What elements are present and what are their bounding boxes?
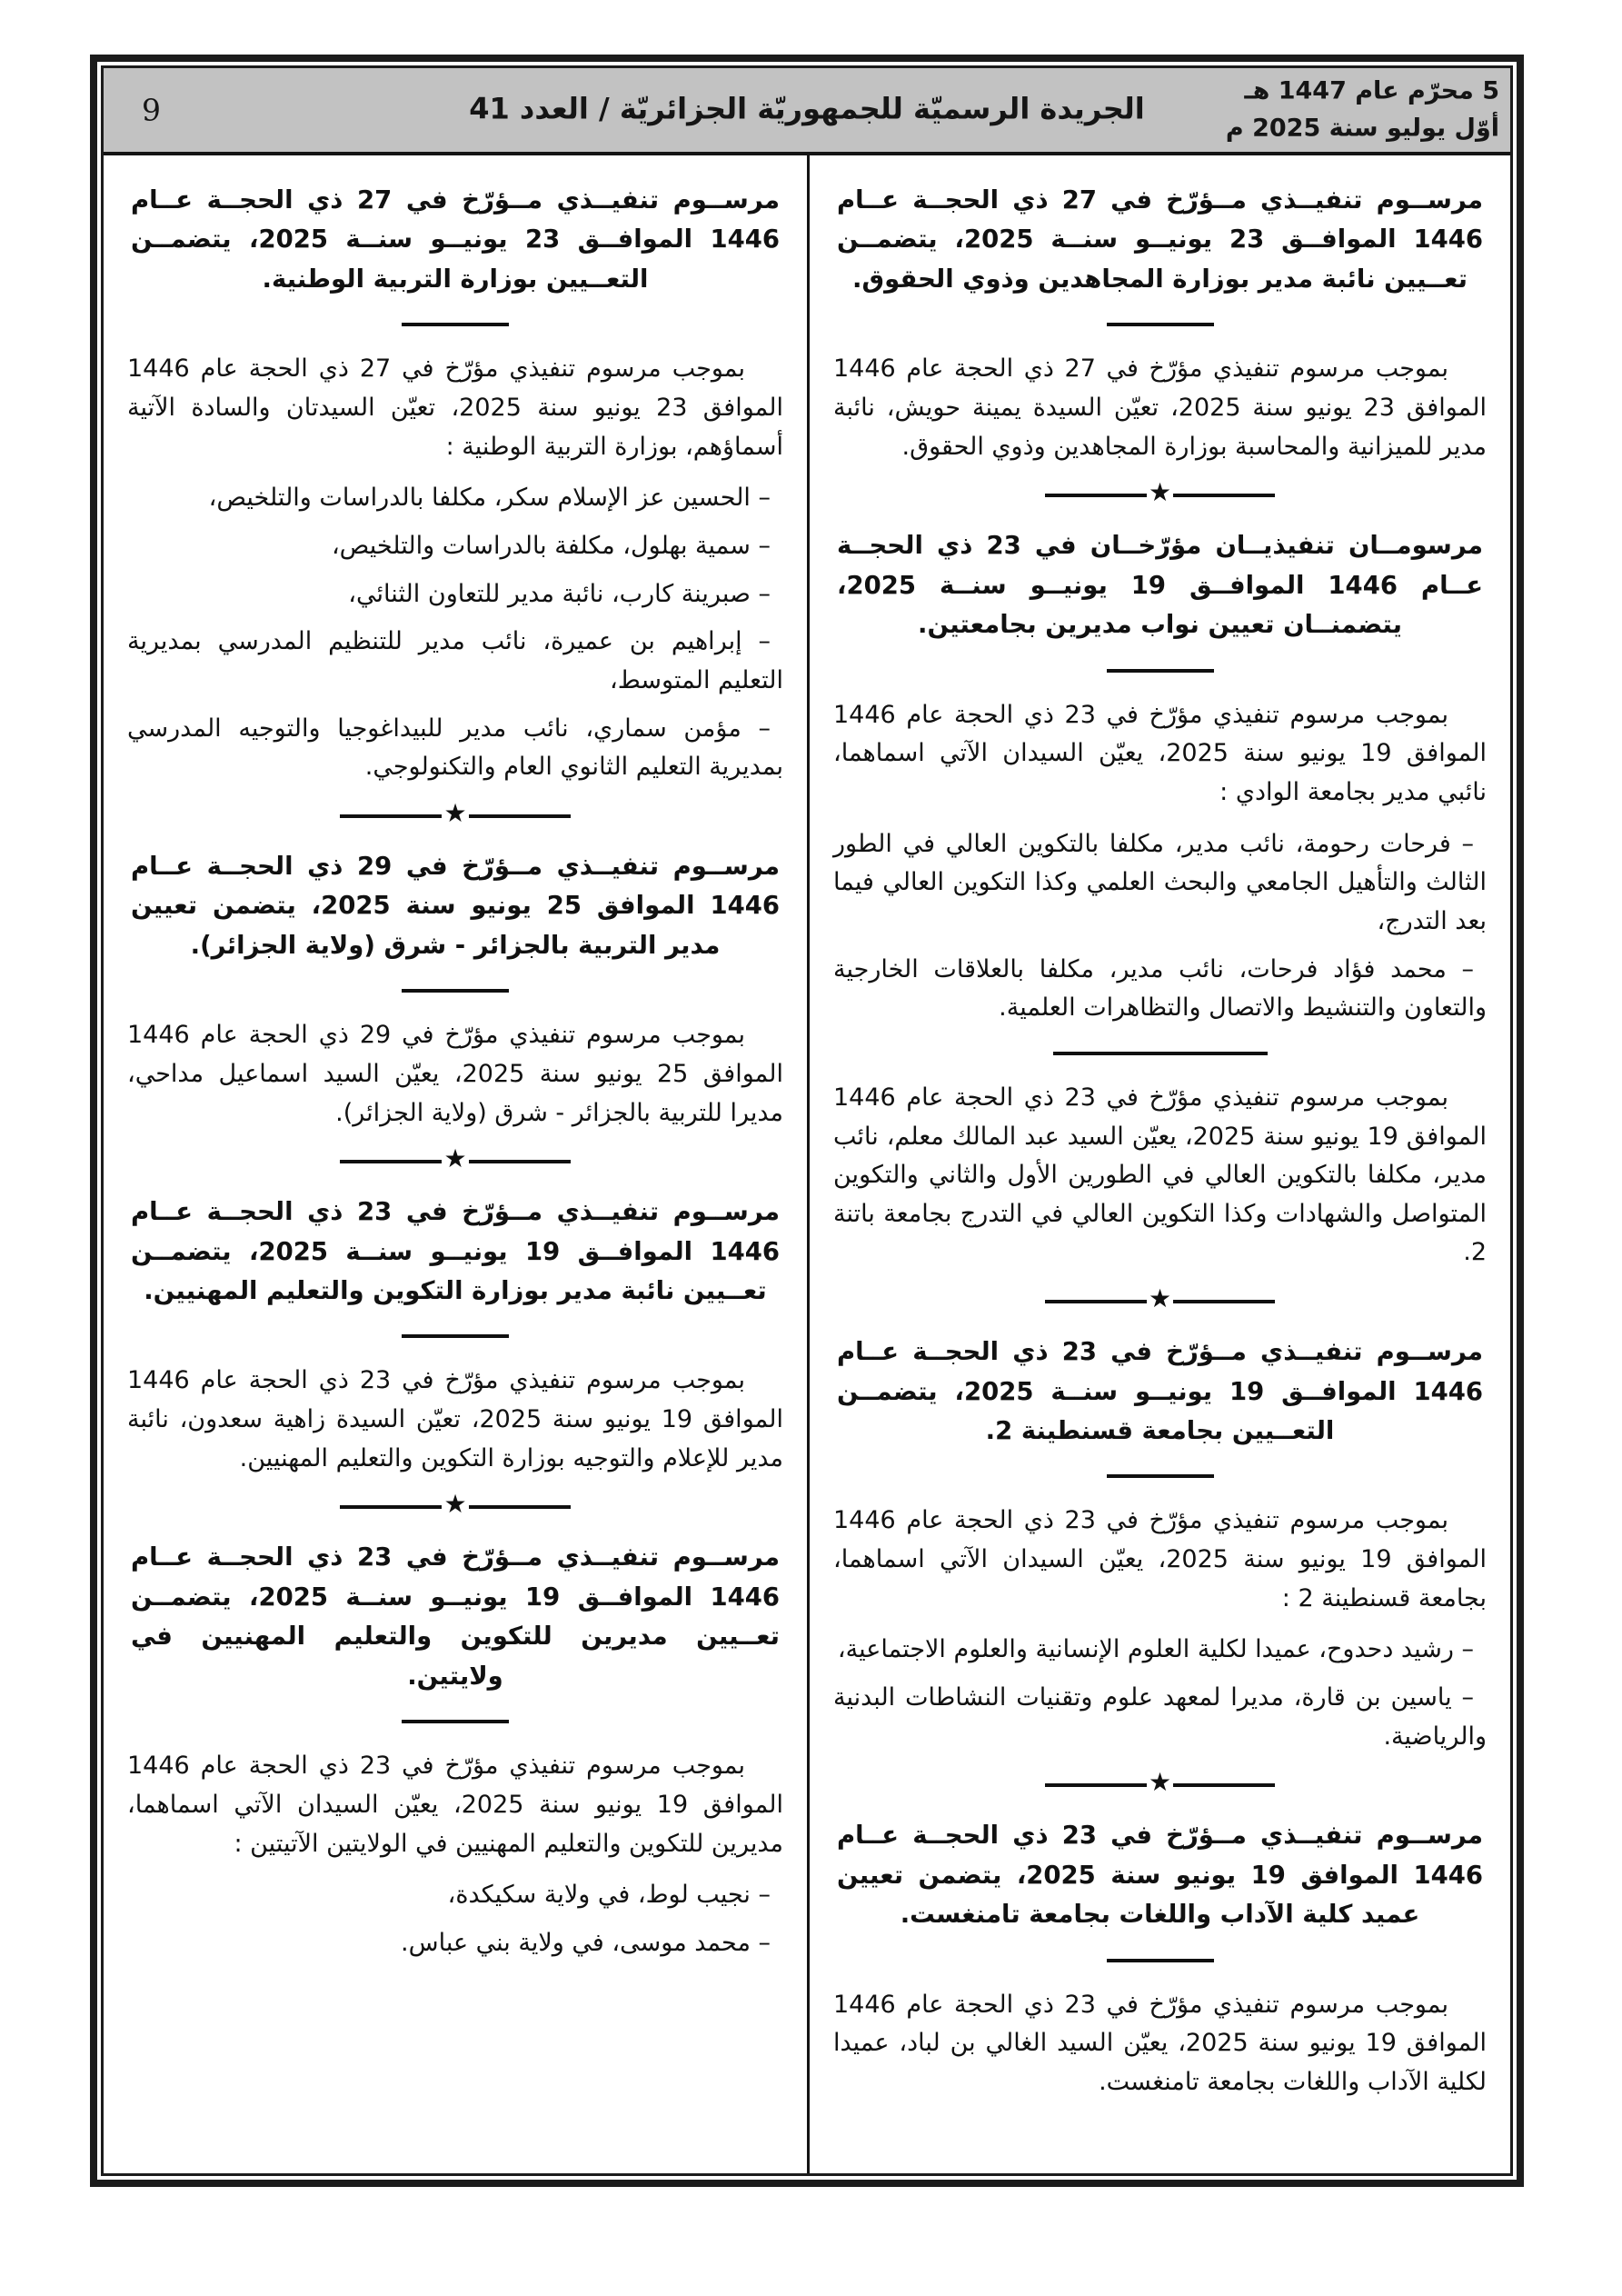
- section-rule: [1053, 1052, 1268, 1055]
- decree-paragraph: بموجب مرسوم تنفيذي مؤرّخ في 27 ذي الحجة عام 1446 الموافق 23 يونيو سنة 2025، تعيّن السيدة يمينة حويش، نائبة مدير للميزانية والمحاسبة بوزارة المجاهدين وذوي الحقوق.: [833, 354, 1487, 461]
- star-rule: [833, 477, 1487, 508]
- star-rule: [127, 797, 783, 829]
- rule-line: [1173, 494, 1275, 497]
- section-rule: [402, 989, 509, 993]
- rule-line: [469, 814, 571, 818]
- star-icon: ★: [443, 797, 467, 828]
- appointee-list-item: – سمية بهلول، مكلفة بالدراسات والتلخيص،: [331, 531, 771, 560]
- decree-heading: مرســوم تنفيــذي مــؤرّخ في 27 ذي الحجــة عــام 1446 الموافــق 23 يونيــو سنــة 2025، يتضمــن التعــيين بوزارة التربية الوطنية.: [131, 185, 780, 294]
- appointee-list-item: – إبراهيم بن عميرة، نائب مدير للتنظيم المدرسي بمديرية التعليم المتوسط،: [127, 627, 783, 694]
- decree-heading: مرســوم تنفيــذي مــؤرّخ في 27 ذي الحجــة عــام 1446 الموافــق 23 يونيــو سنــة 2025، يتضمــن تعــيين نائبة مدير بوزارة المجاهدين وذوي الحقوق.: [837, 185, 1483, 294]
- rule-line: [340, 1505, 442, 1509]
- decree-heading: مرسومــان تنفيذيــان مؤرّخــان في 23 ذي الحجــة عــام 1446 الموافــق 19 يونيــو سنــة 2025، يتضمنــان تعيين نواب مديرين بجامعتين.: [837, 531, 1483, 640]
- journal-title: الجريدة الرسميّة للجمهوريّة الجزائريّة / العدد 41: [469, 91, 1145, 126]
- page-frame-outer: [90, 55, 1524, 2187]
- decree-heading: مرســوم تنفيــذي مــؤرّخ في 23 ذي الحجــة عــام 1446 الموافــق 19 يونيــو سنــة 2025، يتضمــن تعــيين مديرين للتكوين والتعليم المهنيين في ولايتين.: [131, 1542, 780, 1691]
- rule-line: [1045, 1300, 1147, 1303]
- right-column: [807, 155, 1510, 2173]
- star-icon: ★: [443, 1489, 467, 1520]
- appointee-list-item: – فرحات رحومة، نائب مدير، مكلفا بالتكوين العالي في الطور الثالث والتأهيل الجامعي والبحث العلمي وكذا التكوين العالي فيما بعد التدرج،: [833, 829, 1487, 935]
- section-rule: [1107, 323, 1214, 326]
- appointee-list-item: – مؤمن سماري، نائب مدير للبيداغوجيا والتوجيه المدرسي بمديرية التعليم الثانوي العام والتكنولوجي.: [127, 714, 783, 782]
- decree-paragraph: بموجب مرسوم تنفيذي مؤرّخ في 23 ذي الحجة عام 1446 الموافق 19 يونيو سنة 2025، يعيّن السيدان الآتي اسماهما، نائبي مدير بجامعة الوادي :: [833, 700, 1487, 806]
- star-icon: ★: [1148, 1767, 1172, 1798]
- section-rule: [1107, 1959, 1214, 1962]
- page-number: 9: [142, 92, 161, 128]
- rule-line: [469, 1505, 571, 1509]
- star-icon: ★: [443, 1143, 467, 1174]
- section-rule: [402, 1334, 509, 1338]
- decree-paragraph: بموجب مرسوم تنفيذي مؤرّخ في 23 ذي الحجة عام 1446 الموافق 19 يونيو سنة 2025، يعيّن السيد الغالي بن لباد، عميدا لكلية الآداب واللغات بجامعة تامنغست.: [833, 1990, 1487, 2096]
- header-band: [104, 68, 1510, 155]
- rule-line: [469, 1160, 571, 1163]
- decree-heading: مرســوم تنفيــذي مــؤرّخ في 23 ذي الحجــة عــام 1446 الموافــق 19 يونيــو سنــة 2025، يتضمــن تعــيين نائبة مدير بوزارة التكوين والتعليم المهنيين.: [131, 1197, 780, 1306]
- decree-paragraph: بموجب مرسوم تنفيذي مؤرّخ في 23 ذي الحجة عام 1446 الموافق 19 يونيو سنة 2025، تعيّن السيدة زاهية سعدون، نائبة مدير للإعلام والتوجيه بوزارة التكوين والتعليم المهنيين.: [127, 1366, 783, 1472]
- section-rule: [1107, 669, 1214, 673]
- rule-line: [1173, 1783, 1275, 1787]
- rule-line: [1045, 494, 1147, 497]
- star-icon: ★: [1148, 1283, 1172, 1314]
- section-rule: [402, 1720, 509, 1723]
- section-rule: [402, 323, 509, 326]
- appointee-list-item: – رشيد دحدوح، عميدا لكلية العلوم الإنسانية والعلوم الاجتماعية،: [837, 1635, 1474, 1664]
- star-rule: [127, 1489, 783, 1520]
- decree-heading: مرســوم تنفيــذي مــؤرّخ في 23 ذي الحجــة عــام 1446 الموافق 19 يونيو سنة 2025، يتضمن تعيين عميد كلية الآداب واللغات بجامعة تامنغست.: [837, 1821, 1483, 1930]
- star-rule: [833, 1767, 1487, 1798]
- star-rule: [127, 1143, 783, 1174]
- rule-line: [1045, 1783, 1147, 1787]
- left-column: [104, 155, 807, 2173]
- rule-line: [340, 1160, 442, 1163]
- gregorian-date: أوّل يوليو سنة 2025 م: [1225, 114, 1499, 142]
- section-rule: [1107, 1474, 1214, 1478]
- appointee-list-item: – نجيب لوط، في ولاية سكيكدة،: [447, 1881, 771, 1910]
- content-columns: [104, 155, 1510, 2173]
- page-frame-inner: [101, 65, 1513, 2176]
- appointee-list-item: – الحسين عز الإسلام سكر، مكلفا بالدراسات والتلخيص،: [208, 484, 771, 513]
- decree-heading: مرســوم تنفيــذي مــؤرّخ في 29 ذي الحجــة عــام 1446 الموافق 25 يونيو سنة 2025، يتضمن تعيين مدير التربية بالجزائر - شرق (ولاية الجزائر).: [131, 851, 780, 960]
- rule-line: [1173, 1300, 1275, 1303]
- appointee-list-item: – ياسين بن قارة، مديرا لمعهد علوم وتقنيات النشاطات البدنية والرياضية.: [833, 1683, 1487, 1751]
- star-icon: ★: [1148, 477, 1172, 508]
- decree-heading: مرســوم تنفيــذي مــؤرّخ في 23 ذي الحجــة عــام 1446 الموافــق 19 يونيــو سنــة 2025، يتضمــن التعــيين بجامعة قسنطينة 2.: [837, 1337, 1483, 1445]
- appointee-list-item: – محمد فؤاد فرحات، نائب مدير، مكلفا بالعلاقات الخارجية والتعاون والتنشيط والاتصال والتظاهرات العلمية.: [833, 954, 1487, 1023]
- decree-paragraph: بموجب مرسوم تنفيذي مؤرّخ في 23 ذي الحجة عام 1446 الموافق 19 يونيو سنة 2025، يعيّن السيدان الآتي اسماهما، مديرين للتكوين والتعليم المهنيين في الولايتين الآتيتين :: [127, 1752, 783, 1858]
- rule-line: [340, 814, 442, 818]
- decree-paragraph: بموجب مرسوم تنفيذي مؤرّخ في 29 ذي الحجة عام 1446 الموافق 25 يونيو سنة 2025، يعيّن السيد اسماعيل مداحي، مديرا للتربية بالجزائر - شرق (ولاية الجزائر).: [127, 1021, 784, 1127]
- star-rule: [833, 1283, 1487, 1314]
- appointee-list-item: – محمد موسى، في ولاية بني عباس.: [401, 1928, 771, 1957]
- decree-paragraph: بموجب مرسوم تنفيذي مؤرّخ في 23 ذي الحجة عام 1446 الموافق 19 يونيو سنة 2025، يعيّن السيدان الآتي اسماهما، بجامعة قسنطينة 2 :: [833, 1506, 1487, 1612]
- decree-paragraph: بموجب مرسوم تنفيذي مؤرّخ في 27 ذي الحجة عام 1446 الموافق 23 يونيو سنة 2025، تعيّن السيدتان والسادة الآتية أسماؤهم، بوزارة التربية الوطنية :: [127, 354, 783, 461]
- appointee-list-item: – صبرينة كارب، نائبة مدير للتعاون الثنائي،: [348, 579, 771, 608]
- hijri-date: 5 محرّم عام 1447 هـ: [1244, 76, 1499, 105]
- decree-paragraph: بموجب مرسوم تنفيذي مؤرّخ في 23 ذي الحجة عام 1446 الموافق 19 يونيو سنة 2025، يعيّن السيد عبد المالك معلم، نائب مدير، مكلفا بالتكوين العالي في الطورين الأول والثاني والتكوين المتواصل والشهادات وكذا التكوين العالي في التدرج بجامعة باتنة 2.: [833, 1083, 1487, 1267]
